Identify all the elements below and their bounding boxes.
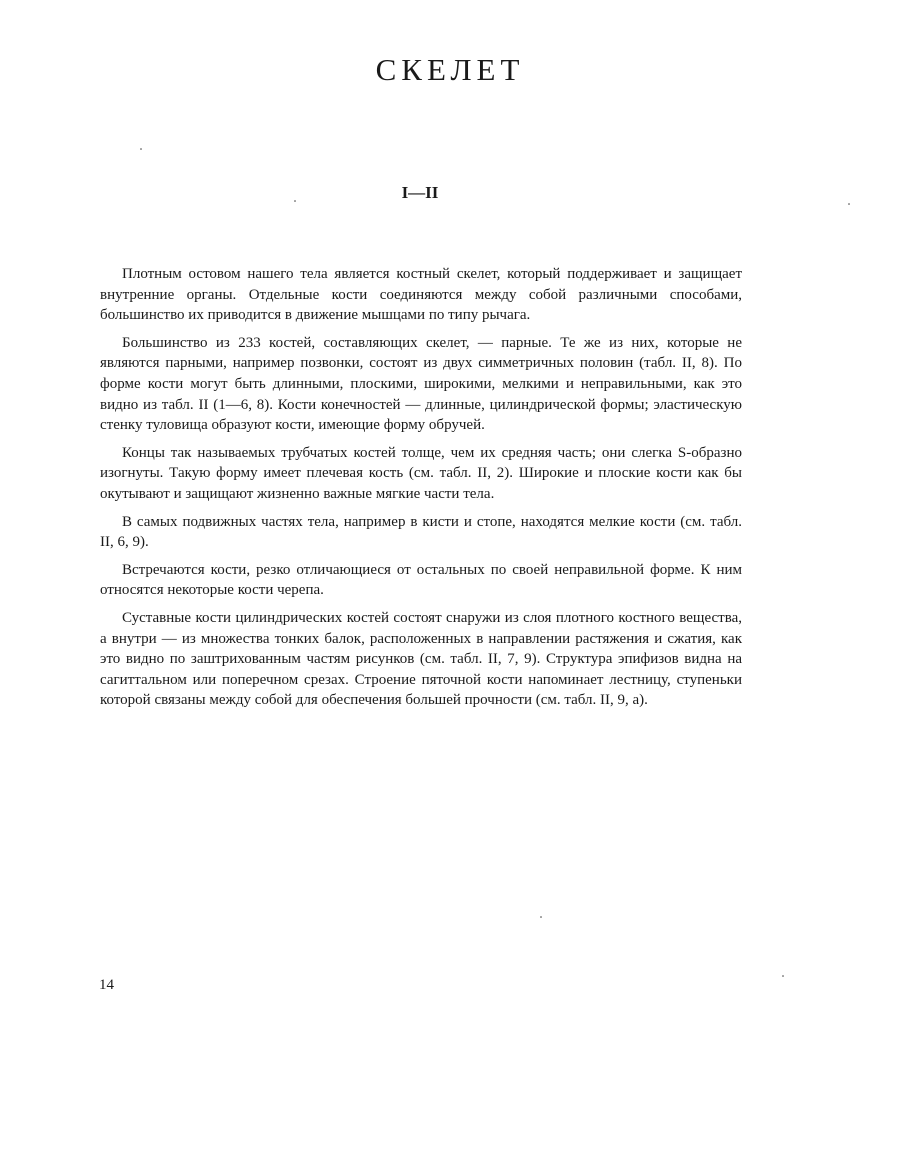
scan-speck: [848, 203, 850, 205]
scan-speck: [294, 200, 296, 202]
scan-speck: [540, 916, 542, 918]
scan-speck: [140, 148, 142, 150]
section-number: I—II: [401, 183, 439, 202]
paragraph: Суставные кости цилиндрических костей состоят снаружи из слоя плотного костного вещества, а внутри — из множества тонких балок, расположенных в направлении растяжения и сжатия, как это видно по заштрихованным частям рисунков (см. табл. II, 7, 9). Структура эпифизов видна на сагиттальном или поперечном срезах. Строение пяточной кости напоминает лестницу, ступеньки которой связаны между собой для обеспечения большей прочности (см. табл. II, 9, а).: [100, 609, 742, 709]
paragraph: Большинство из 233 костей, составляющих скелет, — парные. Те же из них, которые не являются парными, например позвонки, состоят из двух симметричных половин (табл. II, 8). По форме кости могут быть длинными, плоскими, широкими, мелкими и неправильными, как это видно из табл. II (1—6, 8). Кости конечностей — длинные, цилиндрической формы; эластическую стенку туловища образуют кости, имеющие форму обручей.: [100, 334, 742, 434]
paragraph: Встречаются кости, резко отличающиеся от остальных по своей неправильной форме. К ним относятся некоторые кости черепа.: [100, 561, 742, 599]
paragraph: Плотным остовом нашего тела является костный скелет, который поддерживает и защищает внутренние органы. Отдельные кости соединяются между собой различными способами, большинство их приводится в движение мышцами по типу рычага.: [100, 266, 742, 324]
body-text: [100, 264, 742, 718]
paragraph: В самых подвижных частях тела, например в кисти и стопе, находятся мелкие кости (см. табл. II, 6, 9).: [100, 513, 742, 551]
page-title: СКЕЛЕТ: [375, 52, 525, 87]
page-number: 14: [99, 977, 114, 993]
scan-speck: [782, 975, 784, 977]
paragraph: Концы так называемых трубчатых костей толще, чем их средняя часть; они слегка S-образно изогнуты. Такую форму имеет плечевая кость (см. табл. II, 2). Широкие и плоские кости как бы окутывают и защищают жизненно важные мягкие части тела.: [100, 444, 742, 502]
